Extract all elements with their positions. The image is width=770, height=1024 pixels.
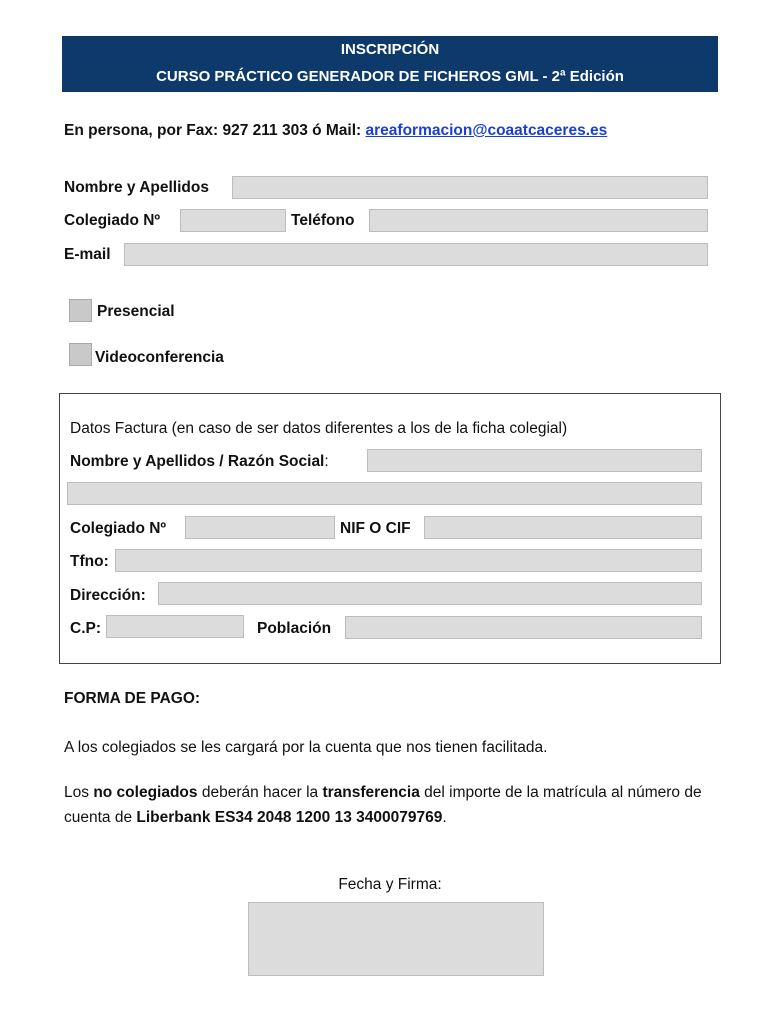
contact-prefix: En persona, por Fax: 927 211 303 ó Mail: <box>64 122 366 139</box>
factura-nombre-label: Nombre y Apellidos / Razón Social: <box>70 453 329 470</box>
factura-tfno-label: Tfno: <box>70 553 109 570</box>
header-subtitle: CURSO PRÁCTICO GENERADOR DE FICHEROS GML - 2ª Edición <box>156 68 624 85</box>
pago-line1: A los colegiados se les cargará por la cuenta que nos tienen facilitada. <box>64 739 548 756</box>
factura-cp-label: C.P: <box>70 620 101 637</box>
factura-direccion-label: Dirección: <box>70 587 146 604</box>
videoconferencia-checkbox[interactable] <box>69 343 92 366</box>
email-label: E-mail <box>64 246 111 263</box>
presencial-label: Presencial <box>97 303 175 320</box>
factura-colegiado-label: Colegiado Nº <box>70 520 167 537</box>
factura-direccion-field[interactable] <box>158 582 702 605</box>
factura-colegiado-field[interactable] <box>185 516 335 539</box>
email-field[interactable] <box>124 243 708 266</box>
colegiado-field[interactable] <box>180 209 286 232</box>
factura-title: Datos Factura (en caso de ser datos diferentes a los de la ficha colegial) <box>70 420 568 437</box>
factura-nombre-field-2[interactable] <box>67 482 702 505</box>
factura-nif-field[interactable] <box>424 516 702 539</box>
telefono-label: Teléfono <box>291 212 355 229</box>
pago-paragraph: Los no colegiados deberán hacer la transferencia del importe de la matrícula al número de cuenta de Liberbank ES34 2048 1200 13 3400079769. <box>64 784 702 826</box>
factura-poblacion-field[interactable] <box>345 616 702 639</box>
factura-tfno-field[interactable] <box>115 549 702 572</box>
presencial-checkbox[interactable] <box>69 299 92 322</box>
nombre-label: Nombre y Apellidos <box>64 179 209 196</box>
factura-nif-label: NIF O CIF <box>340 520 411 537</box>
nombre-field[interactable] <box>232 176 708 199</box>
form-header <box>62 36 718 92</box>
header-title: INSCRIPCIÓN <box>340 41 440 58</box>
contact-line <box>64 122 607 140</box>
colegiado-label: Colegiado Nº <box>64 212 161 229</box>
telefono-field[interactable] <box>369 209 708 232</box>
firma-label: Fecha y Firma: <box>338 876 442 893</box>
factura-nombre-field[interactable] <box>367 449 702 472</box>
contact-email-link[interactable]: areaformacion@coaatcaceres.es <box>365 122 608 139</box>
pago-title: FORMA DE PAGO: <box>64 690 201 707</box>
factura-poblacion-label: Población <box>257 620 332 637</box>
factura-cp-field[interactable] <box>106 615 244 638</box>
firma-field[interactable] <box>248 902 544 976</box>
videoconferencia-label: Videoconferencia <box>95 349 224 366</box>
